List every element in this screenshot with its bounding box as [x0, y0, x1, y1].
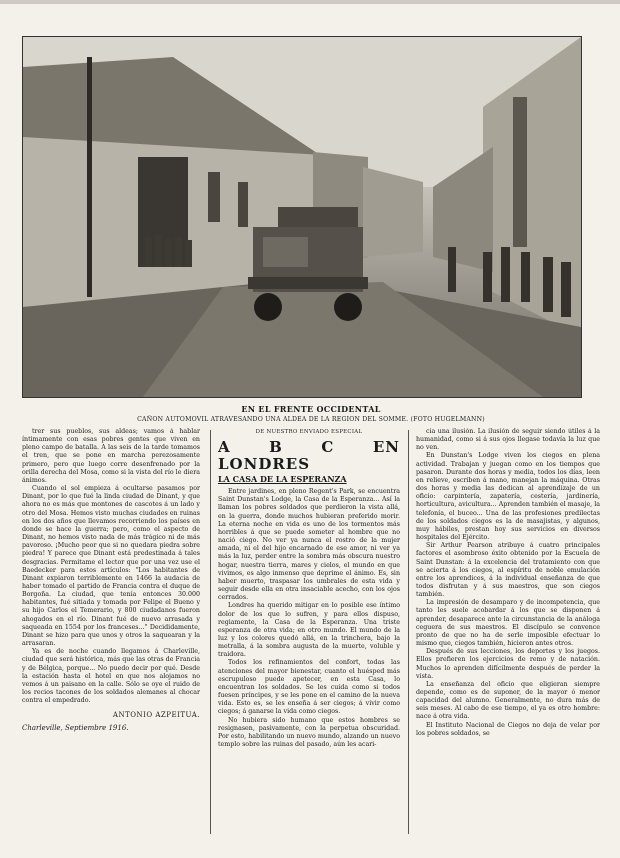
article-paragraph: En Dunstan's Lodge viven los ciegos en plena actividad. Trabajan y juegan como en los tiempos que pasaron. Durante dos horas y media, todos los días, leen en relieve, escriben á mano, manejan la máquina. Otras dos horas y media las dedican al aprendizaje de un oficio: carpintería, zapatería, cestería, jardinería, horticultura, avicultura... Aprenden también el masaje, la telefonía, el buceo... Una de las profesiones predilectas de los soldados ciegos es la de masajistas, y algunos, muy hábiles, prestan hoy sus servicios en diversos hospitales del Ejército.: [416, 452, 600, 542]
page-top-edge: [0, 0, 620, 4]
village-street-scene: [23, 37, 581, 397]
dateline: Charleville, Septiembre 1916.: [22, 724, 129, 733]
subheadline: LA CASA DE LA ESPERANZA: [218, 474, 347, 485]
article-paragraph: La impresión de desamparo y de incompetencia, que tanto les suele acobardar á los que se disponen á aprender, desaparece ante la circunstancia de la análoga ceguera de sus maestros. El discípulo se convence pronto de que no ha de serle imposible efectuar lo mismo que, ciegos también, hicieron antes otros.: [416, 599, 600, 648]
newspaper-page: [18, 30, 604, 848]
article-paragraph: Entre jardines, en pleno Regent's Park, se encuentra Saint Dunstan's Lodge, la Casa de la Esperanza... Así la llaman los pobres soldados que perdieron la vista allá, en la guerra, donde muchos hubieran preferido morir. La eterna noche en vida es uno de los tormentos más horribles á que se puede someter al hombre que no nació ciego. No ver ya nunca el rostro de la mujer amada, ni el del hijo encarnado de ese amor, ni ver ya más la luz, perder entre la sombra más obscura nuestro hogar, nuestra tierra, mares y cielos, el mundo en que vivimos, es algo inmenso que deprime el ánimo. Es, sin haber muerto, traspasar los umbrales de esta vida y seguir desde ella en otra insaciable acecho, con los ojos cerrados.: [218, 488, 400, 602]
author-signature: ANTONIO AZPEITUA.: [112, 711, 200, 720]
column-divider: [210, 430, 211, 834]
article-paragraph: Todos los refinamientos del confort, todas las atenciones del mayor bienestar, cuanto el huésped más escrupuloso puede apetecer, en esta Casa, lo encuentran los soldados. Se les cuida como si todos fuesen príncipes, y se les pone en el camino de la nueva vida. Esto es, se les enseña á ser ciegos; á vivir como ciegos; á ganarse la vida como ciegos.: [218, 659, 400, 716]
article-paragraph: trer sus pueblos, sus aldeas; vamos á hablar íntimamente con esas pobres gentes que viven en pleno campo de batalla. A las seis de la tarde tomamos el tren, que se pone en marcha perezosamente primero, pero que luego corre desenfrenado por la orilla derecha del Mosa, como si la vista del río le diera ánimos.: [22, 428, 200, 484]
kicker: DE NUESTRO ENVIADO ESPECIAL: [255, 429, 363, 435]
article-paragraph: Sir Arthur Pearson atribuye á cuatro principales factores el asombroso éxito obtenido por la Escuela de Saint Dunstan: á la excelencia del tratamiento con que se acierta á los ciegos, al espíritu de noble emulación entre los aprendices, á la individual enseñanza de que todos disfrutan y á sus maestros, que son ciegos también.: [416, 542, 600, 599]
article-paragraph: El Instituto Nacional de Ciegos no deja de velar por los pobres soldados, se: [416, 721, 600, 737]
article-column-2: [218, 428, 400, 842]
article-column-1: [22, 428, 200, 842]
war-photograph: [22, 36, 582, 398]
article-paragraph: Cuando el sol empieza á ocultarse pasamos por Dinant, por lo que fué la linda ciudad de Dinant, y que ahora no es más que montones de cascotes á un lado y otro del Mosa. Hemos visto muchas ciudades en ruinas en los dos años que llevamos recorriendo los países en donde se hace la guerra; pero, como el aspecto de Dinant, no hemos visto nada de más trágico ni de más pavoroso. ¡Mucho peor que si no quedara piedra sobre piedra! Y parece que Dinant está predestinada á tales desgracias. Permitame el lector que por una vez use el Baedecker para estos artículos: "Los habitantes de Dinant expiaron terriblemente en 1466 la audacia de haber tomado el partido de Francia contra el duque de Borgoña. La ciudad, que tenía entonces 30.000 habitantes, fué sitiada y tomada por Felipe el Bueno y su hijo Carlos el Temerario, y 800 ciudadanos fueron ahogados en el río. Dinant fué de nuevo arrasada y saqueada en 1554 por los franceses..." Decididamente, Dinant se hizo para que unos y otros la saquearan y la arrasaran.: [22, 485, 200, 648]
headline: A B C EN LONDRES: [218, 438, 400, 474]
article-paragraph: cia una ilusión. La ilusión de seguir siendo útiles á la humanidad, como si á sus ojos llegase todavía la luz que no ven.: [416, 428, 600, 452]
article-paragraph: No hubiera sido humano que estos hombres se resignasen, pasivamente, con la perpetua obscuridad. Por esto, habilitando un nuevo mundo, alzando un nuevo templo sobre las ruinas del pasado, aún les acari-: [218, 716, 400, 748]
article-column-3: [416, 428, 600, 842]
article-paragraph: Ya es de noche cuando llegamos á Charleville, ciudad que será histórica, más que las otras de Francia y de Bélgica, porque... No puedo decir por qué. Desde la estación hasta el hotel en que nos alojamos no vemos á un paisano en la calle. Sólo se oye el ruido de los recios tacones de los soldados alemanes al chocar contra el empedrado.: [22, 648, 200, 705]
photo-title: EN EL FRENTE OCCIDENTAL: [241, 404, 381, 414]
article-paragraph: Después de sus lecciones, los deportes y los juegos. Ellos prefieren los ejercicios de remo y de natación. Muchos lo aprenden difícilmente después de perder la vista.: [416, 648, 600, 680]
column-divider: [408, 430, 409, 834]
article-paragraph: La enseñanza del oficio que eligieran siempre depende, como es de suponer, de la mayor ó menor capacidad del alumno. Generalmente, no dura más de seis meses. Al cabo de ese tiempo, el ya es otro hombre: nace á otra vida.: [416, 680, 600, 721]
article-paragraph: Londres ha querido mitigar en lo posible ese íntimo dolor de los que lo sufren, y para ellos dispuso, regiamente, la Casa de la Esperanza. Una triste esperanza de otra vida; en otro mundo. El mundo de la luz y los colores quedó allá, en la trinchera, bajo la metralla, á la sombra augusta de la muerte, voluble y traidora.: [218, 602, 400, 659]
photo-caption: CAÑON AUTOMOVIL ATRAVESANDO UNA ALDEA DE LA REGION DEL SOMME. (FOTO HUGELMANN): [137, 416, 485, 423]
